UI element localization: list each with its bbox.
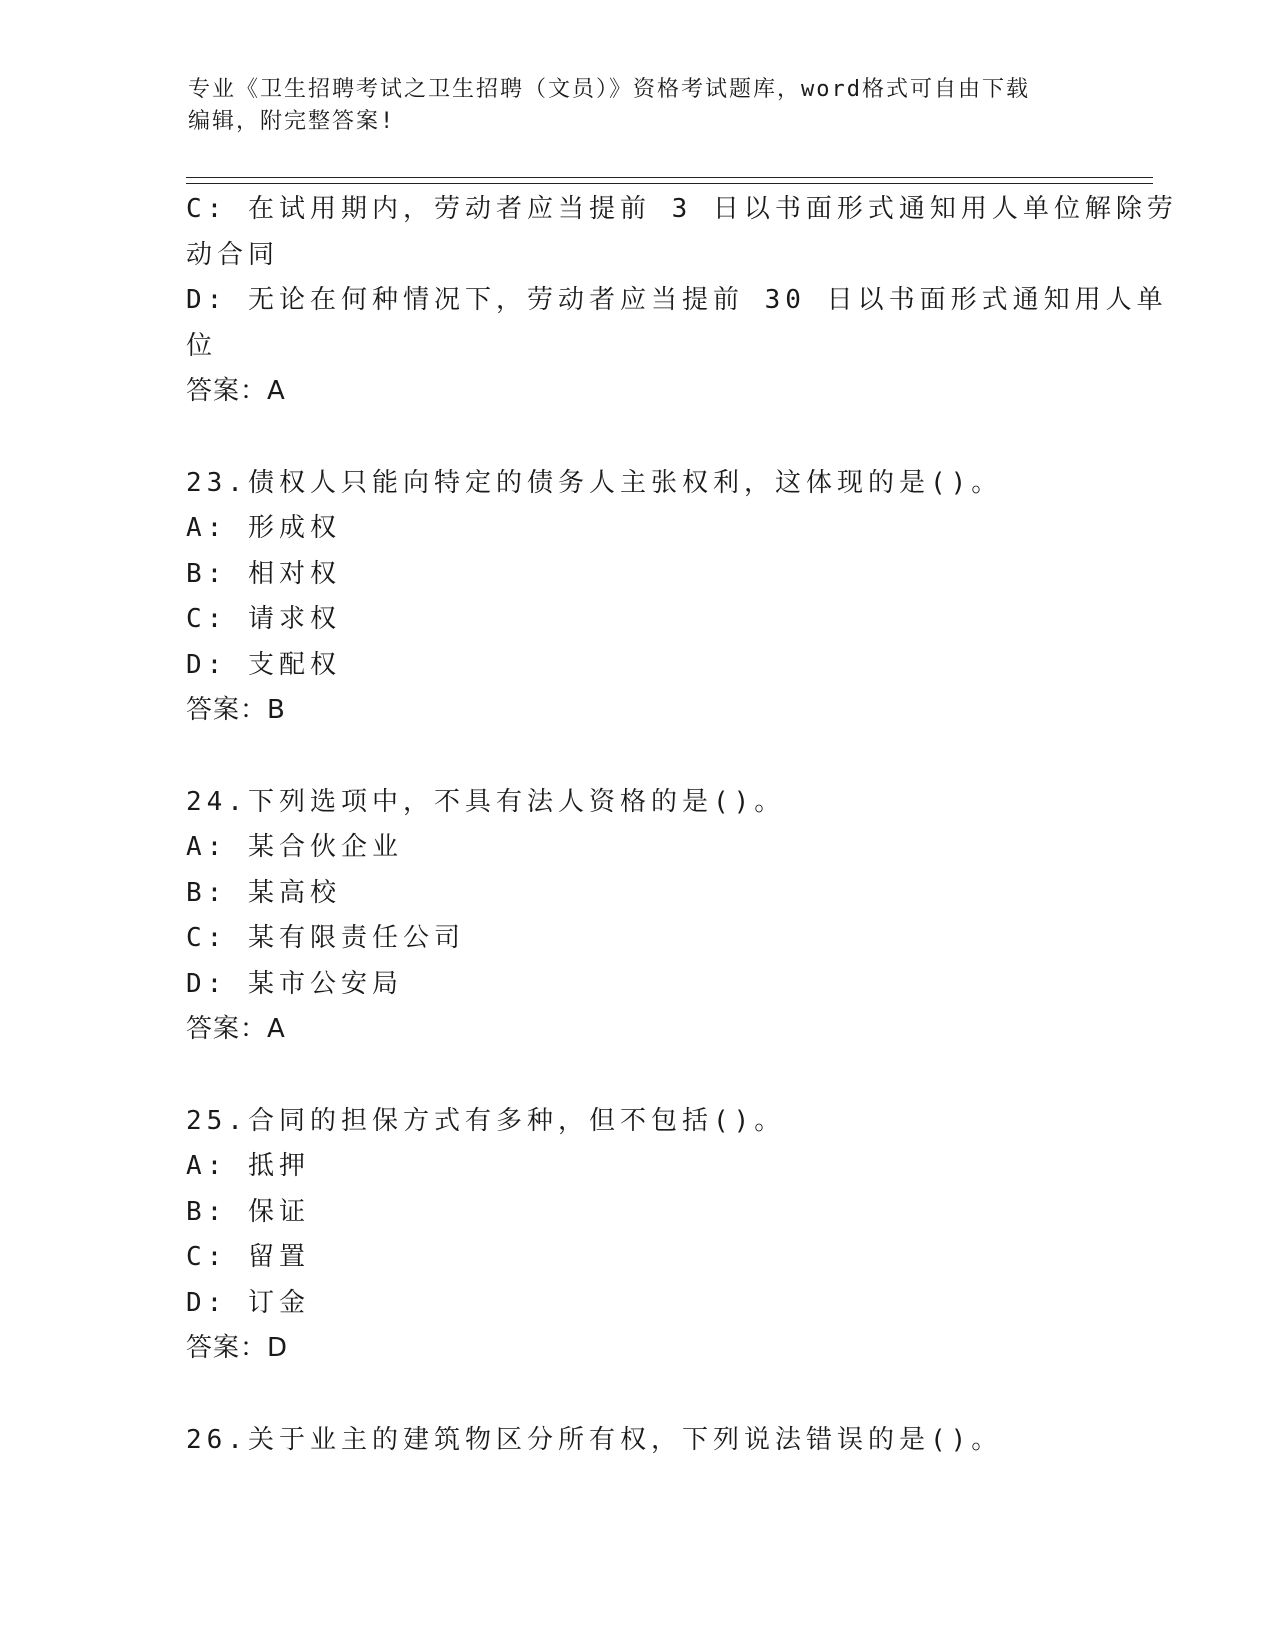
question-23-option-d: D: 支配权 xyxy=(186,649,341,680)
question-23-answer: 答案：B xyxy=(186,695,286,725)
spacer xyxy=(186,415,1086,461)
question-25-answer: 答案：D xyxy=(186,1333,289,1363)
question-content xyxy=(186,187,1178,1463)
prev-option-d-line-2: 位 xyxy=(186,330,218,361)
spacer xyxy=(186,734,1086,780)
prev-option-d-line-1: D: 无论在何种情况下，劳动者应当提前 30 日以书面形式通知用人单 xyxy=(186,285,1168,315)
question-23-option-c: C: 请求权 xyxy=(186,604,341,634)
question-24-option-d: D: 某市公安局 xyxy=(186,968,403,999)
question-25-stem: 25.合同的担保方式有多种，但不包括()。 xyxy=(186,1105,786,1136)
prev-option-c-line-2: 动合同 xyxy=(186,239,280,270)
question-25-option-b: B: 保证 xyxy=(186,1196,310,1227)
question-26-stem: 26.关于业主的建筑物区分所有权，下列说法错误的是()。 xyxy=(186,1424,1003,1455)
prev-answer: 答案：A xyxy=(186,376,286,406)
question-25-option-c: C: 留置 xyxy=(186,1242,310,1272)
question-23-option-b: B: 相对权 xyxy=(186,558,341,589)
question-25-option-d: D: 订金 xyxy=(186,1287,310,1318)
spacer xyxy=(186,1053,1086,1099)
question-24-stem: 24.下列选项中，不具有法人资格的是()。 xyxy=(186,786,786,817)
question-24-option-a: A: 某合伙企业 xyxy=(186,832,403,862)
question-23-stem: 23.债权人只能向特定的债务人主张权利，这体现的是()。 xyxy=(186,467,1003,498)
header-line-2: 编辑，附完整答案! xyxy=(188,109,396,134)
question-25-option-a: A: 抵押 xyxy=(186,1151,310,1181)
question-23-option-a: A: 形成权 xyxy=(186,513,341,543)
question-24-option-c: C: 某有限责任公司 xyxy=(186,923,465,953)
prev-option-c-line-1: C: 在试用期内，劳动者应当提前 3 日以书面形式通知用人单位解除劳 xyxy=(186,194,1178,224)
question-24-option-b: B: 某高校 xyxy=(186,877,341,908)
header-line-1: 专业《卫生招聘考试之卫生招聘（文员）》资格考试题库，word格式可自由下载 xyxy=(188,77,1030,102)
spacer xyxy=(186,1372,1086,1418)
header-double-rule xyxy=(186,177,1153,184)
question-24-answer: 答案：A xyxy=(186,1014,286,1044)
page-header xyxy=(188,74,1088,138)
